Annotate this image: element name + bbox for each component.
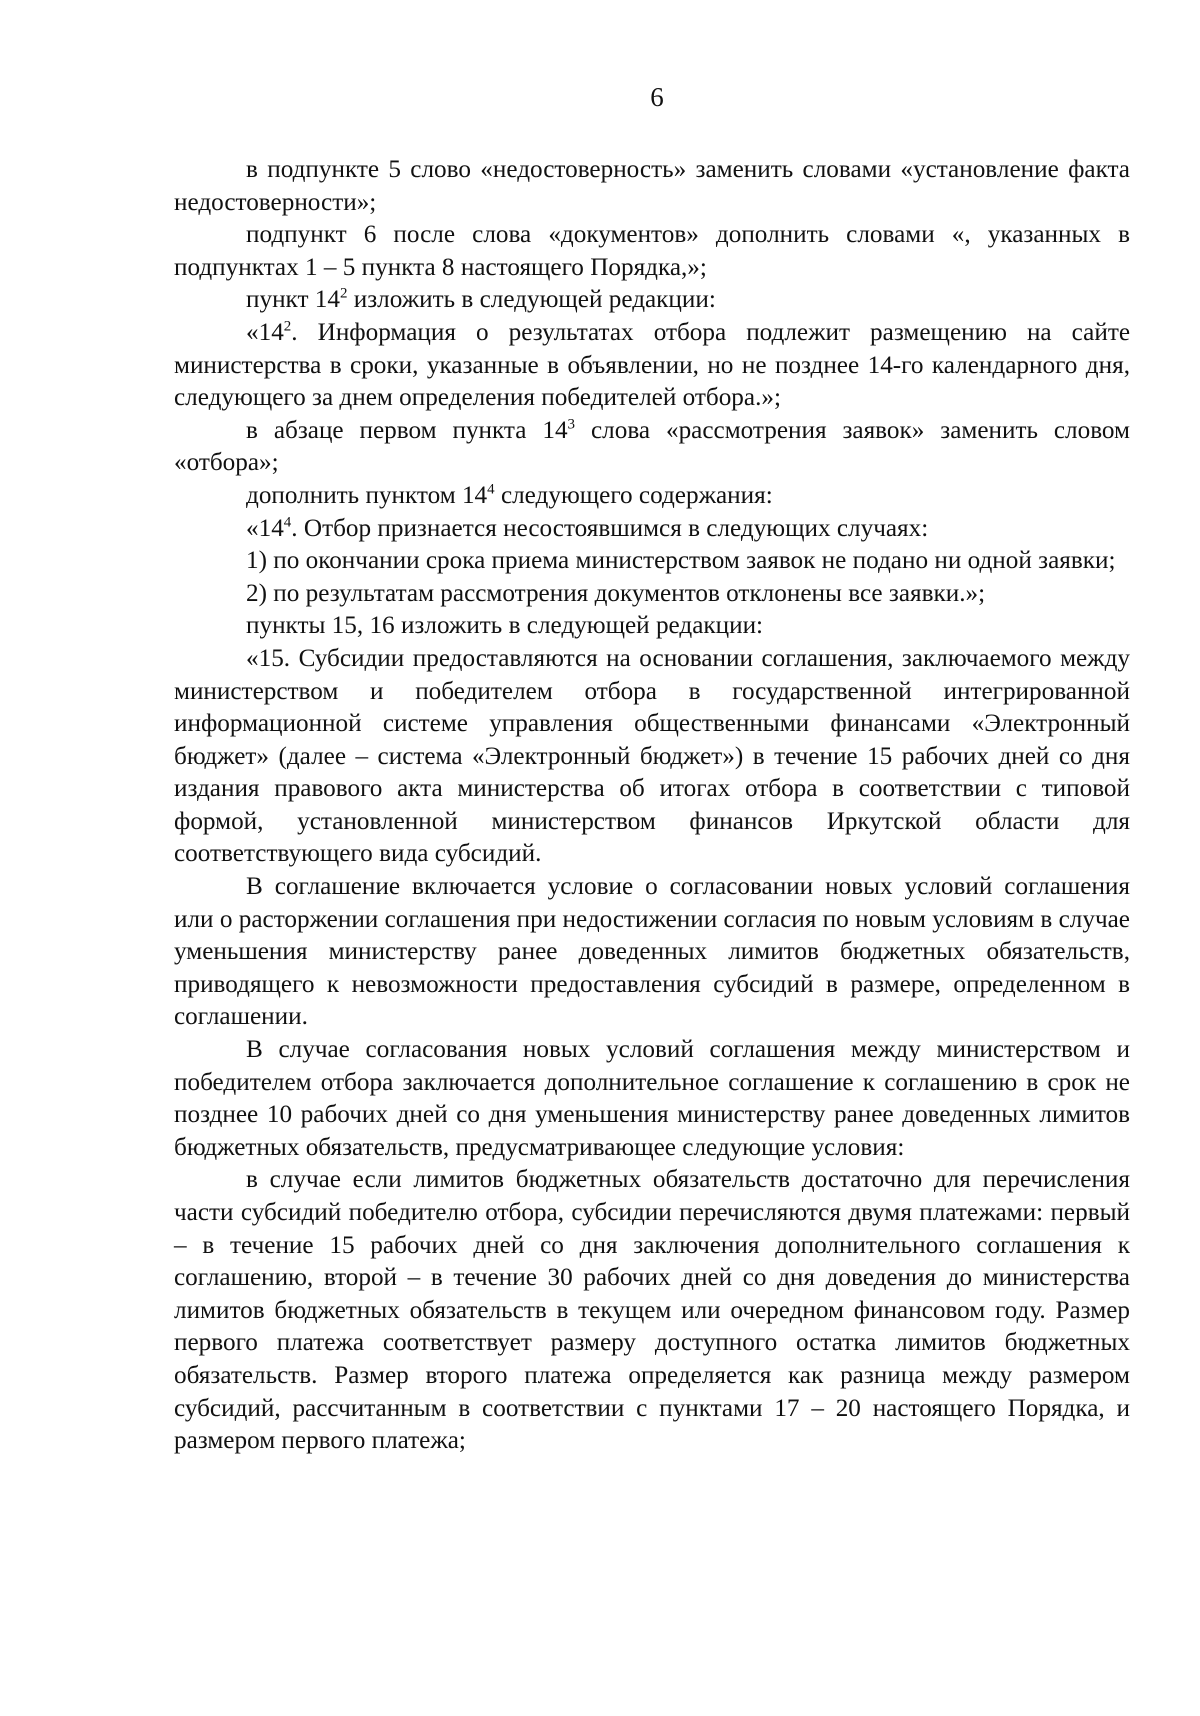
paragraph-6: дополнить пунктом $14^4$ следующего содержания:: [246, 481, 773, 509]
superscript: 4: [283, 514, 292, 531]
paragraph-5: в абзаце первом пункта $14^3$ слова «рассмотрения заявок» заменить словом «отбора»;: [174, 416, 1130, 477]
paragraph-7: «$14^4$. Отбор признается несостоявшимся в следующих случаях:: [246, 514, 929, 542]
paragraph-14: в случае если лимитов бюджетных обязательств достаточно для перечисления части субсидий победителю отбора, субсидии перечисляются двумя платежами: первый – в течение 15 рабочих дней со дня заключения дополнительного соглашения к соглашению, второй – в течение 30 рабочих дней со дня доведения до министерства лимитов бюджетных обязательств в текущем или очередном финансовом году. Размер первого платежа соответствует размеру доступного остатка лимитов бюджетных обязательств. Размер второго платежа определяется как разница между размером субсидий, рассчитанным в соответствии с пунктами 17 – 20 настоящего Порядка, и размером первого платежа;: [174, 1166, 1130, 1455]
paragraph-11: «15. Субсидии предоставляются на основании соглашения, заключаемого между министерством и победителем отбора в государственной интегрированной информационной системе управления общественными финансами «Электронный бюджет» (далее – система «Электронный бюджет») в течение 15 рабочих дней со дня издания правового акта министерства об итогах отбора в соответствии с типовой формой, установленной министерством финансов Иркутской области для соответствующего вида субсидий.: [174, 644, 1130, 868]
superscript: 4: [487, 481, 495, 498]
paragraph-10: пункты 15, 16 изложить в следующей редакции:: [246, 612, 764, 640]
paragraph-13: В случае согласования новых условий соглашения между министерством и победителем отбора заключается дополнительное соглашение к соглашению в срок не позднее 10 рабочих дней со дня уменьшения министерству ранее доведенных лимитов бюджетных обязательств, предусматривающее следующие условия:: [174, 1036, 1130, 1161]
paragraph-4: «$14^2$. Информация о результатах отбора подлежит размещению на сайте министерства в сроки, указанные в объявлении, но не позднее 14-го календарного дня, следующего за днем определения победителей отбора.»;: [174, 318, 1130, 412]
superscript: 3: [567, 416, 576, 433]
paragraph-9: 2) по результатам рассмотрения документов отклонены все заявки.»;: [246, 579, 986, 607]
page-number: 6: [650, 82, 664, 112]
superscript: 2: [339, 285, 348, 302]
paragraph-3: пункт $14^2$ изложить в следующей редакции:: [246, 285, 716, 314]
paragraph-2: подпункт 6 после слова «документов» дополнить словами «, указанных в подпунктах 1 – 5 пункта 8 настоящего Порядка,»;: [174, 221, 1130, 281]
paragraph-12: В соглашение включается условие о согласовании новых условий соглашения или о расторжении соглашения при недостижении согласия по новым условиям в случае уменьшения министерству ранее доведенных лимитов бюджетных обязательств, приводящего к невозможности предоставления субсидий в размере, определенном в соглашении.: [174, 873, 1130, 1031]
paragraph-1: в подпункте 5 слово «недостоверность» заменить словами «установление факта недостоверности»;: [174, 156, 1130, 216]
paragraph-8: 1) по окончании срока приема министерством заявок не подано ни одной заявки;: [246, 547, 1116, 575]
superscript: 2: [283, 318, 292, 335]
